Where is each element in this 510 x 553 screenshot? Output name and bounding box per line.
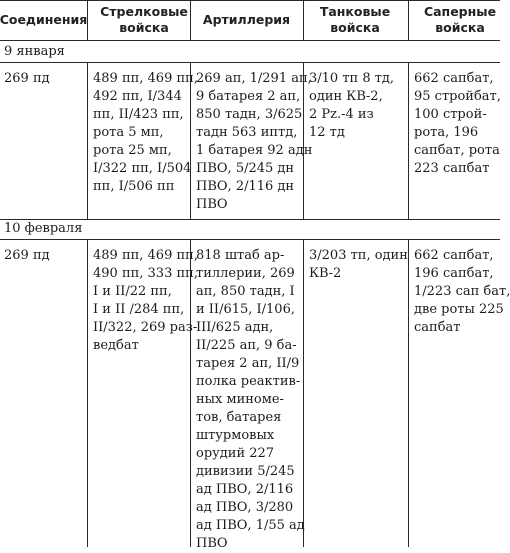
cell-line: пп, I/506 пп — [93, 179, 175, 194]
cell-line: две роты 225 — [414, 302, 504, 317]
cell-line: рота 25 мп, — [93, 143, 172, 158]
cell-line: ап, 850 тадн, I — [196, 284, 295, 299]
header-artillery: Артиллерия — [202, 12, 291, 27]
header-tank: Танковые войска — [319, 4, 391, 35]
cell-line: 818 штаб ар- — [196, 248, 285, 263]
cell-line: 1 батарея 92 адн — [196, 143, 313, 158]
cell-line: 2 Pz.-4 из — [309, 107, 374, 122]
cell-line: 3/203 тп, один — [309, 248, 408, 263]
cell-line: рота 5 мп, — [93, 125, 164, 140]
cell-line: 95 стройбат, — [414, 89, 501, 104]
cell-line: 12 тд — [309, 125, 345, 140]
header-bottom-border — [0, 40, 500, 41]
cell-line: ведбат — [93, 338, 139, 353]
cell-line: 662 сапбат, — [414, 71, 494, 86]
cell-line: III/625 адн, — [196, 320, 274, 335]
cell-line: тиллерии, 269 — [196, 266, 295, 281]
column-divider — [303, 0, 304, 40]
tank-cell — [309, 70, 394, 142]
cell-line: 1/223 сап бат, — [414, 284, 510, 299]
cell-line: сапбат — [414, 320, 461, 335]
cell-line: 223 сапбат — [414, 161, 490, 176]
cell-line: ад ПВО, 3/280 — [196, 500, 294, 515]
cell-line: II/225 ап, 9 ба- — [196, 338, 297, 353]
cell-line: 490 пп, 333 пп, — [93, 266, 198, 281]
cell-line: 662 сапбат, — [414, 248, 494, 263]
cell-line: и II/615, I/106, — [196, 302, 295, 317]
artillery-cell — [196, 247, 305, 553]
unit-cell: 269 пд — [4, 71, 50, 86]
cell-line: рота, 196 — [414, 125, 479, 140]
unit-cell: 269 пд — [4, 248, 50, 263]
cell-line: ПВО — [196, 197, 228, 212]
sapper-cell — [414, 70, 501, 178]
header-sapper: Саперные войска — [423, 4, 497, 35]
cell-line: ад ПВО, 2/116 — [196, 482, 294, 497]
cell-line: ПВО, 5/245 дн — [196, 161, 295, 176]
header-units: Соединения — [0, 12, 88, 27]
artillery-cell — [196, 70, 312, 214]
cell-line: 9 батарея 2 ап, — [196, 89, 301, 104]
cell-line: 489 пп, 469 пп, — [93, 71, 198, 86]
sapper-cell — [414, 247, 510, 337]
cell-line: тарея 2 ап, II/9 — [196, 356, 300, 371]
column-divider — [87, 239, 88, 547]
column-divider — [87, 62, 88, 219]
cell-line: тов, батарея — [196, 410, 282, 425]
cell-line: ПВО, 2/116 дн — [196, 179, 295, 194]
cell-line: 492 пп, I/344 — [93, 89, 182, 104]
section-divider — [0, 62, 500, 63]
rifle-cell — [93, 70, 198, 196]
cell-line: ПВО — [196, 536, 228, 551]
cell-line: I/322 пп, I/504 — [93, 161, 192, 176]
rifle-cell — [93, 247, 198, 355]
cell-line: полка реактив- — [196, 374, 301, 389]
column-divider — [408, 239, 409, 547]
cell-line: 100 строй- — [414, 107, 487, 122]
section-divider — [0, 219, 500, 220]
cell-line: I и II /284 пп, — [93, 302, 185, 317]
column-divider — [408, 62, 409, 219]
cell-line: один КВ-2, — [309, 89, 383, 104]
column-divider — [408, 0, 409, 40]
cell-line: КВ-2 — [309, 266, 342, 281]
cell-line: I и II/22 пп, — [93, 284, 172, 299]
cell-line: тадн 563 иптд, — [196, 125, 298, 140]
section-divider — [0, 239, 500, 240]
cell-line: 489 пп, 469 пп, — [93, 248, 198, 263]
cell-line: ных миноме- — [196, 392, 284, 407]
cell-line: 196 сапбат, — [414, 266, 494, 281]
cell-line: дивизии 5/245 — [196, 464, 295, 479]
cell-line: сапбат, рота — [414, 143, 500, 158]
cell-line: 269 ап, 1/291 ап, — [196, 71, 312, 86]
cell-line: пп, II/423 пп, — [93, 107, 184, 122]
cell-line: ад ПВО, 1/55 ад — [196, 518, 305, 533]
cell-line: 850 тадн, 3/625 — [196, 107, 303, 122]
cell-line: 3/10 тп 8 тд, — [309, 71, 395, 86]
cell-line: орудий 227 — [196, 446, 275, 461]
section-date-label: 10 февраля — [4, 221, 83, 236]
header-rifle: Стрелковые войска — [100, 4, 188, 35]
tank-cell — [309, 247, 408, 283]
cell-line: штурмовых — [196, 428, 275, 443]
section-date-label: 9 января — [4, 44, 65, 59]
cell-line: II/322, 269 раз- — [93, 320, 198, 335]
